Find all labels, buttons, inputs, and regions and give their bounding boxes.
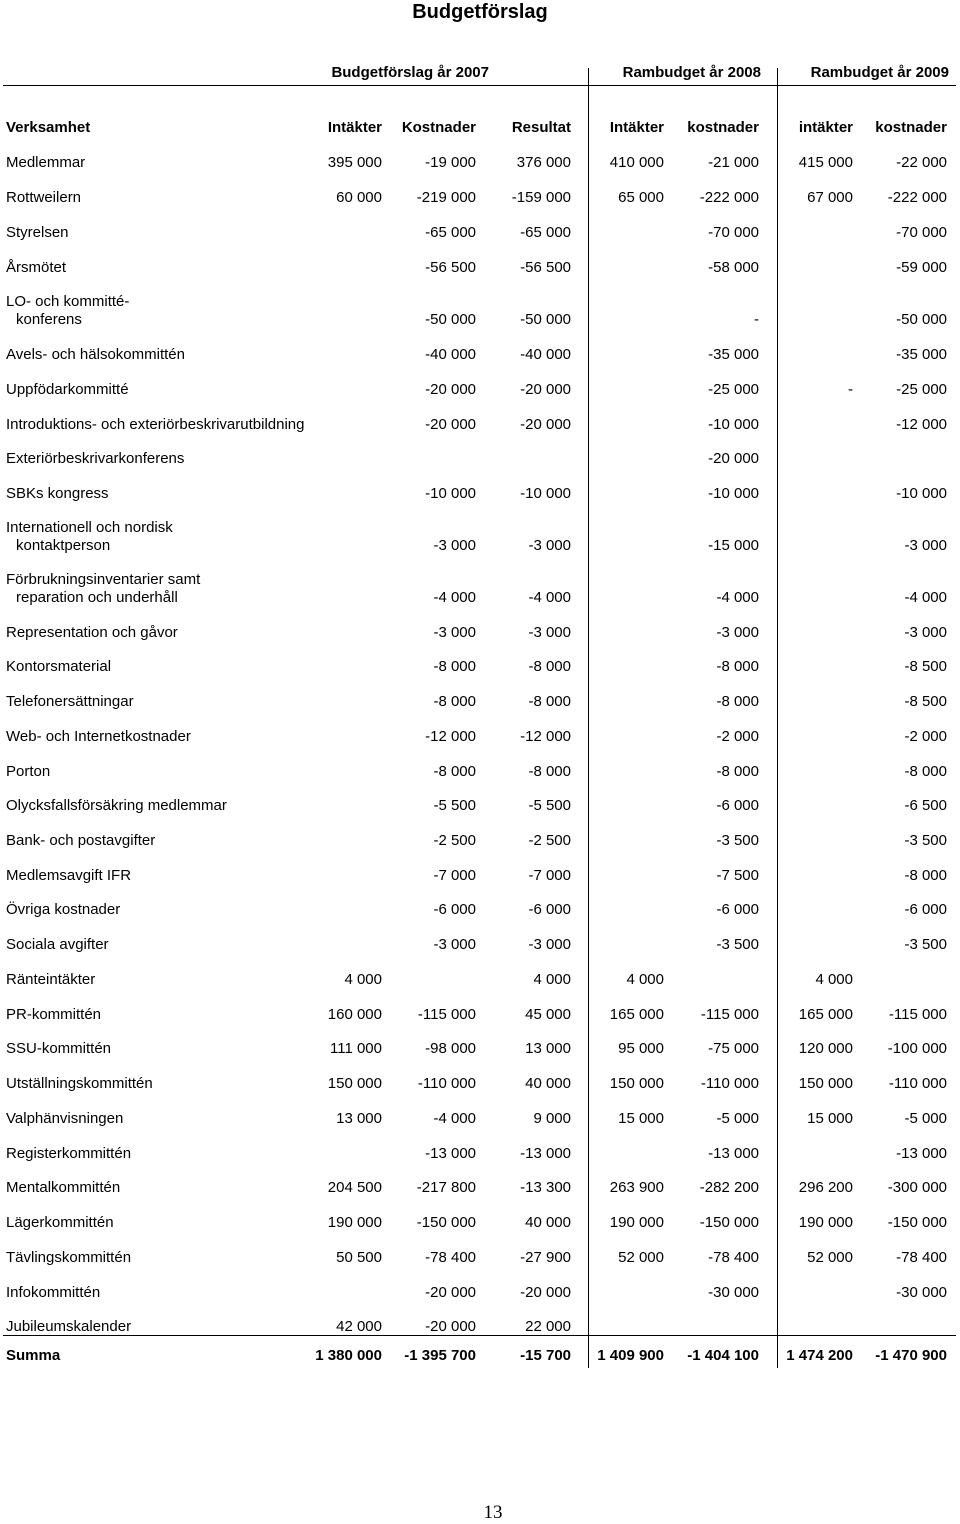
row-value: 65 000: [618, 189, 664, 206]
row-value: -78 400: [896, 1249, 947, 1266]
col-header-verksamhet: Verksamhet: [6, 119, 91, 136]
row-label: [6, 693, 336, 711]
row-label-line: Ränteintäkter: [6, 971, 96, 988]
table-row: [0, 483, 960, 503]
row-value: 40 000: [525, 1075, 571, 1092]
row-label-line: Lägerkommittén: [6, 1214, 114, 1231]
header-rule: [3, 85, 956, 86]
row-value: -2 000: [716, 728, 759, 745]
row-label-line: reparation och underhåll: [16, 589, 178, 606]
row-label-line: Introduktions- och exteriörbeskrivarutbildning: [6, 416, 305, 433]
row-label: [6, 189, 336, 207]
table-row: [0, 691, 960, 711]
row-value: -98 000: [425, 1040, 476, 1057]
row-label: [6, 1075, 336, 1093]
row-value: 95 000: [618, 1040, 664, 1057]
row-label-line: Utställningskommittén: [6, 1075, 153, 1092]
row-value: 263 900: [609, 1179, 664, 1196]
row-value: -8 000: [433, 658, 476, 675]
row-label: [6, 259, 336, 277]
row-value: 4 000: [815, 971, 853, 988]
row-label-line: Infokommittén: [6, 1284, 101, 1301]
page-number: 13: [483, 1502, 503, 1523]
row-value: 45 000: [525, 1006, 571, 1023]
row-value: 410 000: [609, 154, 664, 171]
col-header-kostnader-2008: kostnader: [687, 119, 759, 136]
row-value: -3 000: [904, 537, 947, 554]
table-row: [0, 1247, 960, 1267]
row-value: -22 000: [896, 154, 947, 171]
row-value: -27 900: [520, 1249, 571, 1266]
row-value: -10 000: [520, 485, 571, 502]
row-value: -8 000: [716, 763, 759, 780]
row-value: -3 000: [904, 624, 947, 641]
row-value: -8 000: [528, 763, 571, 780]
row-label-line: kontaktperson: [16, 537, 111, 554]
row-value: -2 500: [433, 832, 476, 849]
row-value: -65 000: [425, 224, 476, 241]
row-value: 150 000: [327, 1075, 382, 1092]
row-value: -110 000: [700, 1075, 759, 1092]
row-value: 60 000: [336, 189, 382, 206]
row-label: [6, 658, 336, 676]
row-value: -12 000: [896, 416, 947, 433]
row-value: 165 000: [609, 1006, 664, 1023]
row-value: -12 000: [520, 728, 571, 745]
row-label-line: Styrelsen: [6, 224, 69, 241]
row-label: [6, 485, 336, 503]
row-label: [6, 832, 336, 850]
row-value: -300 000: [887, 1179, 947, 1196]
row-label-line: Internationell och nordisk: [6, 519, 173, 536]
row-label-line: PR-kommittén: [6, 1006, 102, 1023]
row-value: -6 000: [716, 901, 759, 918]
row-value: -8 000: [716, 658, 759, 675]
row-value: -8 000: [528, 658, 571, 675]
row-value: -5 500: [528, 797, 571, 814]
sum-label: Summa: [6, 1347, 61, 1364]
row-value: -115 000: [417, 1006, 476, 1023]
row-value: -3 000: [716, 624, 759, 641]
row-value: 160 000: [327, 1006, 382, 1023]
row-value: -12 000: [425, 728, 476, 745]
row-value: -3 500: [904, 832, 947, 849]
row-value: -10 000: [708, 416, 759, 433]
row-value: -70 000: [896, 224, 947, 241]
row-value: -75 000: [708, 1040, 759, 1057]
row-value: -6 500: [904, 797, 947, 814]
row-value: -20 000: [425, 416, 476, 433]
row-value: -8 000: [716, 693, 759, 710]
row-label-line: Sociala avgifter: [6, 936, 109, 953]
row-value: -3 000: [433, 537, 476, 554]
row-value: 13 000: [525, 1040, 571, 1057]
row-value: -13 000: [520, 1145, 571, 1162]
row-label: [6, 1249, 336, 1267]
row-value: 204 500: [327, 1179, 382, 1196]
table-row: [0, 1108, 960, 1128]
row-value: -222 000: [887, 189, 947, 206]
row-value: -6 000: [716, 797, 759, 814]
table-row: [0, 1143, 960, 1163]
row-value: -3 000: [528, 537, 571, 554]
row-value: -3 000: [433, 624, 476, 641]
row-label: [6, 293, 336, 329]
row-label: [6, 346, 336, 364]
row-label: [6, 971, 336, 989]
row-value: -59 000: [896, 259, 947, 276]
row-value: -6 000: [528, 901, 571, 918]
row-label: [6, 936, 336, 954]
row-value: -115 000: [700, 1006, 759, 1023]
row-value: -8 000: [528, 693, 571, 710]
sum-value: -1 395 700: [404, 1347, 476, 1364]
row-value: 50 500: [336, 1249, 382, 1266]
sum-value: 1 380 000: [315, 1347, 382, 1364]
row-value: -8 000: [904, 763, 947, 780]
table-row: [0, 726, 960, 746]
row-value: -3 500: [716, 832, 759, 849]
row-value: 415 000: [798, 154, 853, 171]
row-value: -13 000: [425, 1145, 476, 1162]
row-label: [6, 1006, 336, 1024]
row-label: [6, 1318, 336, 1336]
row-value: 296 200: [798, 1179, 853, 1196]
row-label-line: Mentalkommittén: [6, 1179, 121, 1196]
row-value: -19 000: [425, 154, 476, 171]
sum-value: 1 474 200: [786, 1347, 853, 1364]
row-value: 150 000: [798, 1075, 853, 1092]
row-label-line: konferens: [16, 311, 82, 328]
row-value: 395 000: [327, 154, 382, 171]
row-value: -40 000: [520, 346, 571, 363]
table-row: [0, 448, 960, 468]
row-value: -10 000: [708, 485, 759, 502]
table-row: [0, 761, 960, 781]
row-value: 67 000: [807, 189, 853, 206]
row-label-line: Valphänvisningen: [6, 1110, 124, 1127]
table-row: [0, 622, 960, 642]
sum-value: 1 409 900: [597, 1347, 664, 1364]
row-value: -6 000: [433, 901, 476, 918]
row-label: [6, 1179, 336, 1197]
row-value: 13 000: [336, 1110, 382, 1127]
table-row: [0, 1282, 960, 1302]
row-value: -50 000: [520, 311, 571, 328]
row-value: 15 000: [618, 1110, 664, 1127]
col-header-intakter-2007: Intäkter: [327, 119, 382, 136]
row-value: -4 000: [528, 589, 571, 606]
row-value: -13 000: [896, 1145, 947, 1162]
row-value: -110 000: [417, 1075, 476, 1092]
row-value: -20 000: [520, 381, 571, 398]
row-value: 22 000: [525, 1318, 571, 1335]
sum-value: -1 470 900: [875, 1347, 947, 1364]
row-label-line: Olycksfallsförsäkring medlemmar: [6, 797, 227, 814]
table-row: [0, 1038, 960, 1058]
row-value: -219 000: [416, 189, 476, 206]
row-value: -58 000: [708, 259, 759, 276]
row-label: [6, 450, 336, 468]
row-label: [6, 624, 336, 642]
row-value: -35 000: [896, 346, 947, 363]
table-row: [0, 934, 960, 954]
row-value: -100 000: [887, 1040, 947, 1057]
row-value: -150 000: [887, 1214, 947, 1231]
row-value: -8 500: [904, 658, 947, 675]
row-value: -2 000: [904, 728, 947, 745]
table-row: [0, 1212, 960, 1232]
table-row: [0, 152, 960, 172]
row-label-line: Bank- och postavgifter: [6, 832, 156, 849]
row-value: -6 000: [904, 901, 947, 918]
row-value: -8 500: [904, 693, 947, 710]
row-value: -10 000: [425, 485, 476, 502]
row-value: -78 400: [708, 1249, 759, 1266]
row-value: -50 000: [425, 311, 476, 328]
table-row: [0, 1073, 960, 1093]
group-header-rambudget-2008: Rambudget år 2008: [622, 64, 761, 81]
row-value: 4 000: [344, 971, 382, 988]
row-value: -4 000: [904, 589, 947, 606]
group-header-rambudget-2009: Rambudget år 2009: [810, 64, 949, 81]
table-row: [0, 656, 960, 676]
row-value: -8 000: [904, 867, 947, 884]
row-label-line: LO- och kommitté-: [6, 293, 130, 310]
row-value: -2 500: [528, 832, 571, 849]
sum-rule: [3, 1335, 956, 1336]
row-value: -21 000: [708, 154, 759, 171]
table-row: [0, 1177, 960, 1197]
row-value: -110 000: [888, 1075, 947, 1092]
row-value: -282 200: [699, 1179, 759, 1196]
row-value: 190 000: [798, 1214, 853, 1231]
row-label-line: Övriga kostnader: [6, 901, 121, 918]
row-value: 52 000: [618, 1249, 664, 1266]
row-value: -5 000: [904, 1110, 947, 1127]
row-value: -8 000: [433, 763, 476, 780]
row-value: -8 000: [433, 693, 476, 710]
row-value: -20 000: [708, 450, 759, 467]
row-value: 4 000: [626, 971, 664, 988]
row-value: -70 000: [708, 224, 759, 241]
row-value: -7 000: [528, 867, 571, 884]
row-value: -115 000: [888, 1006, 947, 1023]
row-label: [6, 1040, 336, 1058]
row-label-line: Exteriörbeskrivarkonferens: [6, 450, 185, 467]
row-value: -15 000: [708, 537, 759, 554]
row-value: 4 000: [533, 971, 571, 988]
table-row: [0, 414, 960, 434]
row-value: -3 000: [528, 936, 571, 953]
row-value: 42 000: [336, 1318, 382, 1335]
table-row: [0, 517, 960, 555]
col-header-resultat-2007: Resultat: [511, 119, 571, 136]
table-row: [0, 291, 960, 329]
row-label: [6, 1110, 336, 1128]
row-label: [6, 763, 336, 781]
row-value: -13 000: [708, 1145, 759, 1162]
row-value: -20 000: [425, 1318, 476, 1335]
row-value: -20 000: [425, 381, 476, 398]
row-value: 120 000: [798, 1040, 853, 1057]
row-label-line: Uppfödarkommitté: [6, 381, 129, 398]
row-label-line: Rottweilern: [6, 189, 82, 206]
row-value: 376 000: [516, 154, 571, 171]
row-value: 190 000: [609, 1214, 664, 1231]
page-title: Budgetförslag: [412, 1, 548, 23]
col-header-kostnader-2007: Kostnader: [401, 119, 476, 136]
row-value: -159 000: [511, 189, 571, 206]
row-value: -150 000: [699, 1214, 759, 1231]
row-label-line: Medlemmar: [6, 154, 86, 171]
table-row: [0, 344, 960, 364]
row-label-line: Representation och gåvor: [6, 624, 178, 641]
row-value: 15 000: [807, 1110, 853, 1127]
row-value: -7 500: [716, 867, 759, 884]
row-value: 52 000: [807, 1249, 853, 1266]
row-label: [6, 901, 336, 919]
row-value: -150 000: [416, 1214, 476, 1231]
row-value: 150 000: [609, 1075, 664, 1092]
row-value: -30 000: [708, 1284, 759, 1301]
row-label-line: Medlemsavgift IFR: [6, 867, 132, 884]
table-row: [0, 865, 960, 885]
row-label-line: Årsmötet: [6, 259, 67, 276]
table-row: [0, 187, 960, 207]
row-label-line: Förbrukningsinventarier samt: [6, 571, 201, 588]
row-value: -13 300: [520, 1179, 571, 1196]
sum-value: -1 404 100: [687, 1347, 759, 1364]
row-value: -30 000: [896, 1284, 947, 1301]
row-value: 40 000: [525, 1214, 571, 1231]
row-value: -4 000: [433, 1110, 476, 1127]
row-label-line: Kontorsmaterial: [6, 658, 112, 675]
table-row: [0, 969, 960, 989]
col-header-kostnader-2009: kostnader: [875, 119, 947, 136]
row-label: [6, 1145, 336, 1163]
row-label: [6, 224, 336, 242]
table-row: [0, 257, 960, 277]
row-value: -: [754, 311, 759, 328]
row-label: [6, 797, 336, 815]
row-value: -50 000: [896, 311, 947, 328]
row-value: -222 000: [699, 189, 759, 206]
row-value: -25 000: [896, 381, 947, 398]
row-label: [6, 416, 336, 434]
row-value: 190 000: [327, 1214, 382, 1231]
row-value: -3 000: [528, 624, 571, 641]
table-row: [0, 899, 960, 919]
row-value: 111 000: [330, 1040, 382, 1057]
table-row: [0, 379, 960, 399]
table-row: [0, 1316, 960, 1336]
row-label-line: Porton: [6, 763, 51, 780]
table-row: [0, 569, 960, 607]
row-value: 165 000: [798, 1006, 853, 1023]
col-header-intakter-2009: intäkter: [798, 119, 853, 136]
row-label-line: Tävlingskommittén: [6, 1249, 132, 1266]
table-row: [0, 222, 960, 242]
row-label-line: Telefonersättningar: [6, 693, 134, 710]
row-value: -20 000: [425, 1284, 476, 1301]
row-value: -65 000: [520, 224, 571, 241]
table-row: [0, 830, 960, 850]
row-value: -4 000: [433, 589, 476, 606]
row-label: [6, 1214, 336, 1232]
group-header-budget-2007: Budgetförslag år 2007: [331, 64, 489, 81]
row-label: [6, 867, 336, 885]
row-value: -7 000: [433, 867, 476, 884]
row-value: -3 000: [433, 936, 476, 953]
row-value: -56 500: [520, 259, 571, 276]
row-label-line: Jubileumskalender: [6, 1318, 132, 1335]
column-header-row: [0, 117, 960, 137]
row-label-line: Registerkommittén: [6, 1145, 132, 1162]
sum-row: [0, 1345, 960, 1365]
row-label: [6, 381, 336, 399]
row-label-line: SBKs kongress: [6, 485, 109, 502]
row-label-line: SSU-kommittén: [6, 1040, 112, 1057]
row-value: -3 500: [716, 936, 759, 953]
row-value: -: [848, 381, 853, 398]
row-value: -40 000: [425, 346, 476, 363]
row-value: -5 000: [716, 1110, 759, 1127]
row-value: -20 000: [520, 416, 571, 433]
row-value: 9 000: [533, 1110, 571, 1127]
row-value: -56 500: [425, 259, 476, 276]
table-row: [0, 1004, 960, 1024]
row-label: [6, 154, 336, 172]
row-label: [6, 571, 336, 607]
row-value: -3 500: [904, 936, 947, 953]
row-label: [6, 519, 336, 555]
row-label: [6, 728, 336, 746]
sum-value: -15 700: [520, 1347, 571, 1364]
col-header-intakter-2008: Intäkter: [609, 119, 664, 136]
row-value: -4 000: [716, 589, 759, 606]
row-label-line: Avels- och hälsokommittén: [6, 346, 185, 363]
row-label-line: Web- och Internetkostnader: [6, 728, 191, 745]
row-value: -10 000: [896, 485, 947, 502]
row-value: -78 400: [425, 1249, 476, 1266]
table-row: [0, 795, 960, 815]
row-value: -5 500: [433, 797, 476, 814]
row-value: -20 000: [520, 1284, 571, 1301]
row-value: -217 800: [416, 1179, 476, 1196]
row-value: -25 000: [708, 381, 759, 398]
row-value: -35 000: [708, 346, 759, 363]
row-label: [6, 1284, 336, 1302]
